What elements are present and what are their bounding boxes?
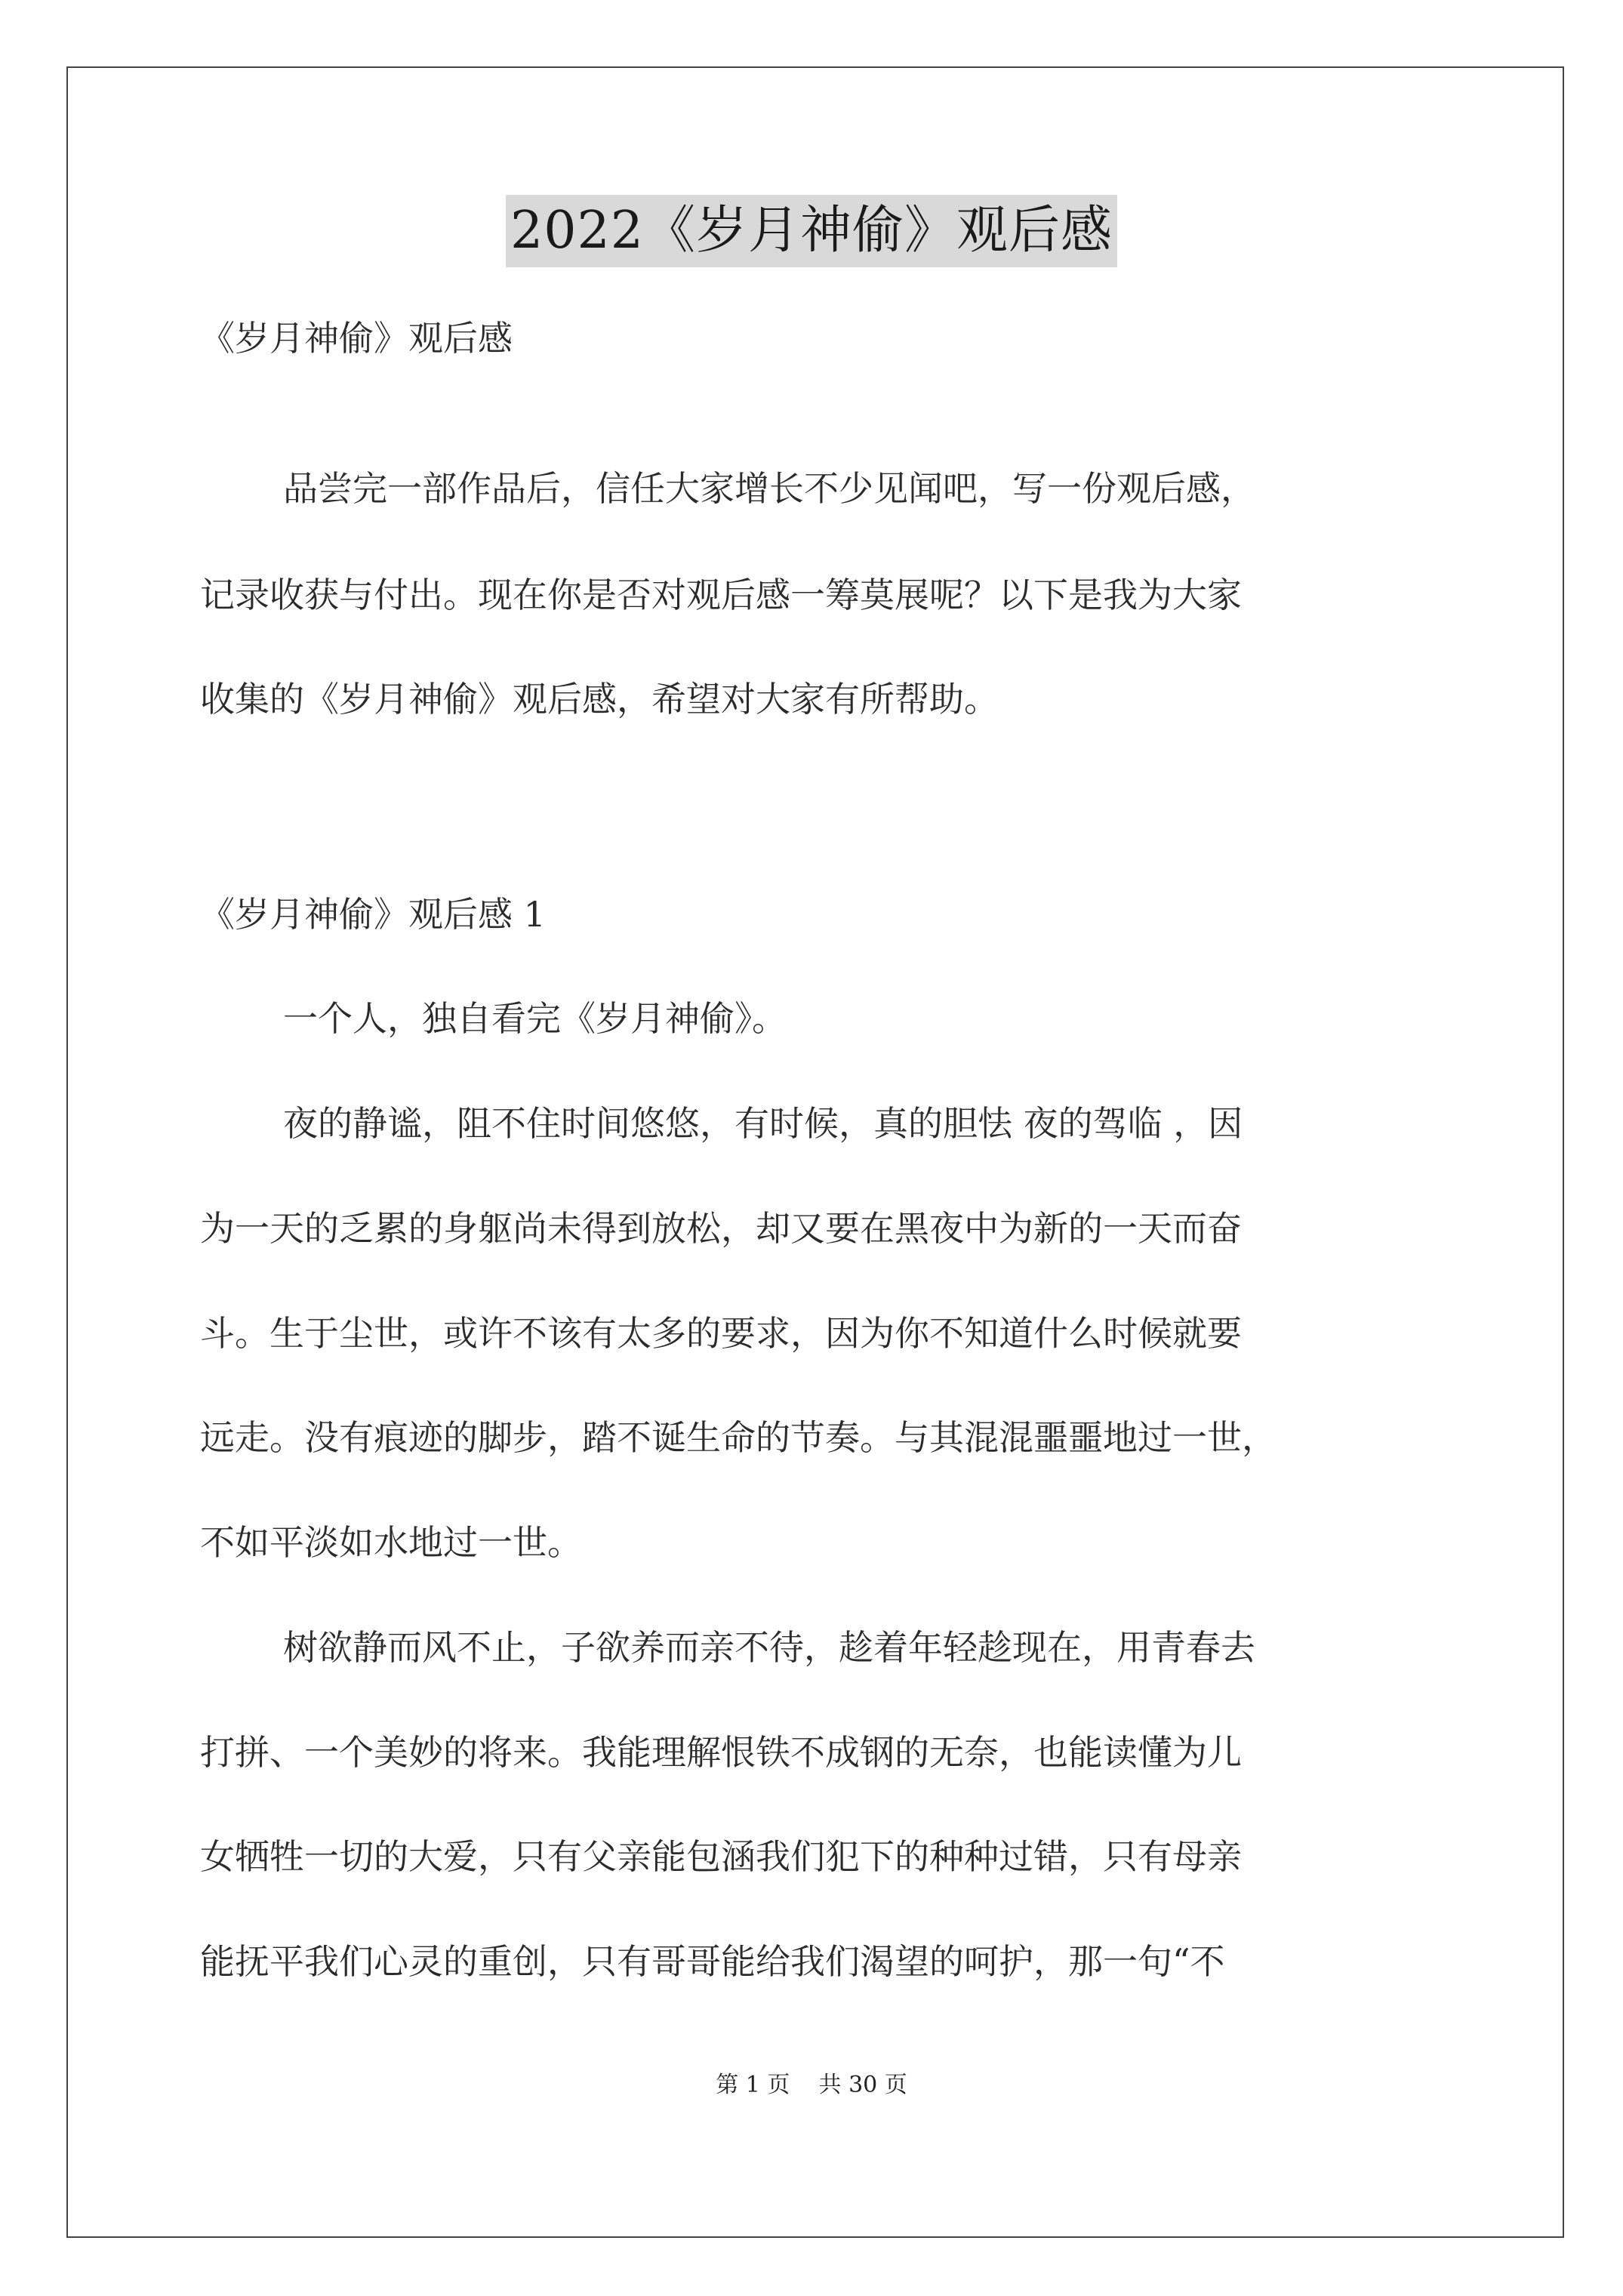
paragraph-line: 一个人，独自看完《岁月神偷》。: [283, 998, 787, 1039]
paragraph-line: 树欲静而风不止，子欲养而亲不待，趁着年轻趁现在，用青春去: [283, 1627, 1255, 1668]
paragraph-line: 斗。生于尘世，或许不该有太多的要求，因为你不知道什么时候就要: [200, 1313, 1242, 1354]
paragraph-line: 收集的《岁月神偷》观后感，希望对大家有所帮助。: [200, 679, 999, 720]
paragraph-line: 能抚平我们心灵的重创，只有哥哥能给我们渴望的呵护，那一句“不: [200, 1941, 1225, 1982]
paragraph-line: 打拼、一个美妙的将来。我能理解恨铁不成钢的无奈，也能读懂为儿: [200, 1732, 1242, 1773]
paragraph-line: 为一天的乏累的身躯尚未得到放松，却又要在黑夜中为新的一天而奋: [200, 1208, 1242, 1249]
paragraph-line: 女牺牲一切的大爱，只有父亲能包涵我们犯下的种种过错，只有母亲: [200, 1836, 1242, 1877]
paragraph-line: 记录收获与付出。现在你是否对观后感一筹莫展呢？以下是我为大家: [200, 575, 1242, 615]
page-footer: [0, 2070, 1623, 2100]
section-heading: 《岁月神偷》观后感 1: [200, 894, 546, 935]
paragraph-line: 远走。没有痕迹的脚步，踏不诞生命的节奏。与其混混噩噩地过一世，: [200, 1417, 1277, 1458]
title-container: [0, 195, 1623, 267]
page-total: 共 30 页: [818, 2072, 907, 2098]
paragraph-line: 品尝完一部作品后，信任大家增长不少见闻吧，写一份观后感，: [283, 468, 1255, 509]
paragraph-line: 夜的静谧，阻不住时间悠悠，有时候，真的胆怯 夜的驾临 ，因: [283, 1103, 1243, 1144]
document-title: 2022《岁月神偷》观后感: [506, 195, 1117, 267]
page-border: [66, 66, 1564, 2238]
paragraph-line: 不如平淡如水地过一世。: [200, 1522, 582, 1563]
page-number: 第 1 页: [716, 2072, 790, 2098]
subtitle: 《岁月神偷》观后感: [200, 318, 513, 359]
